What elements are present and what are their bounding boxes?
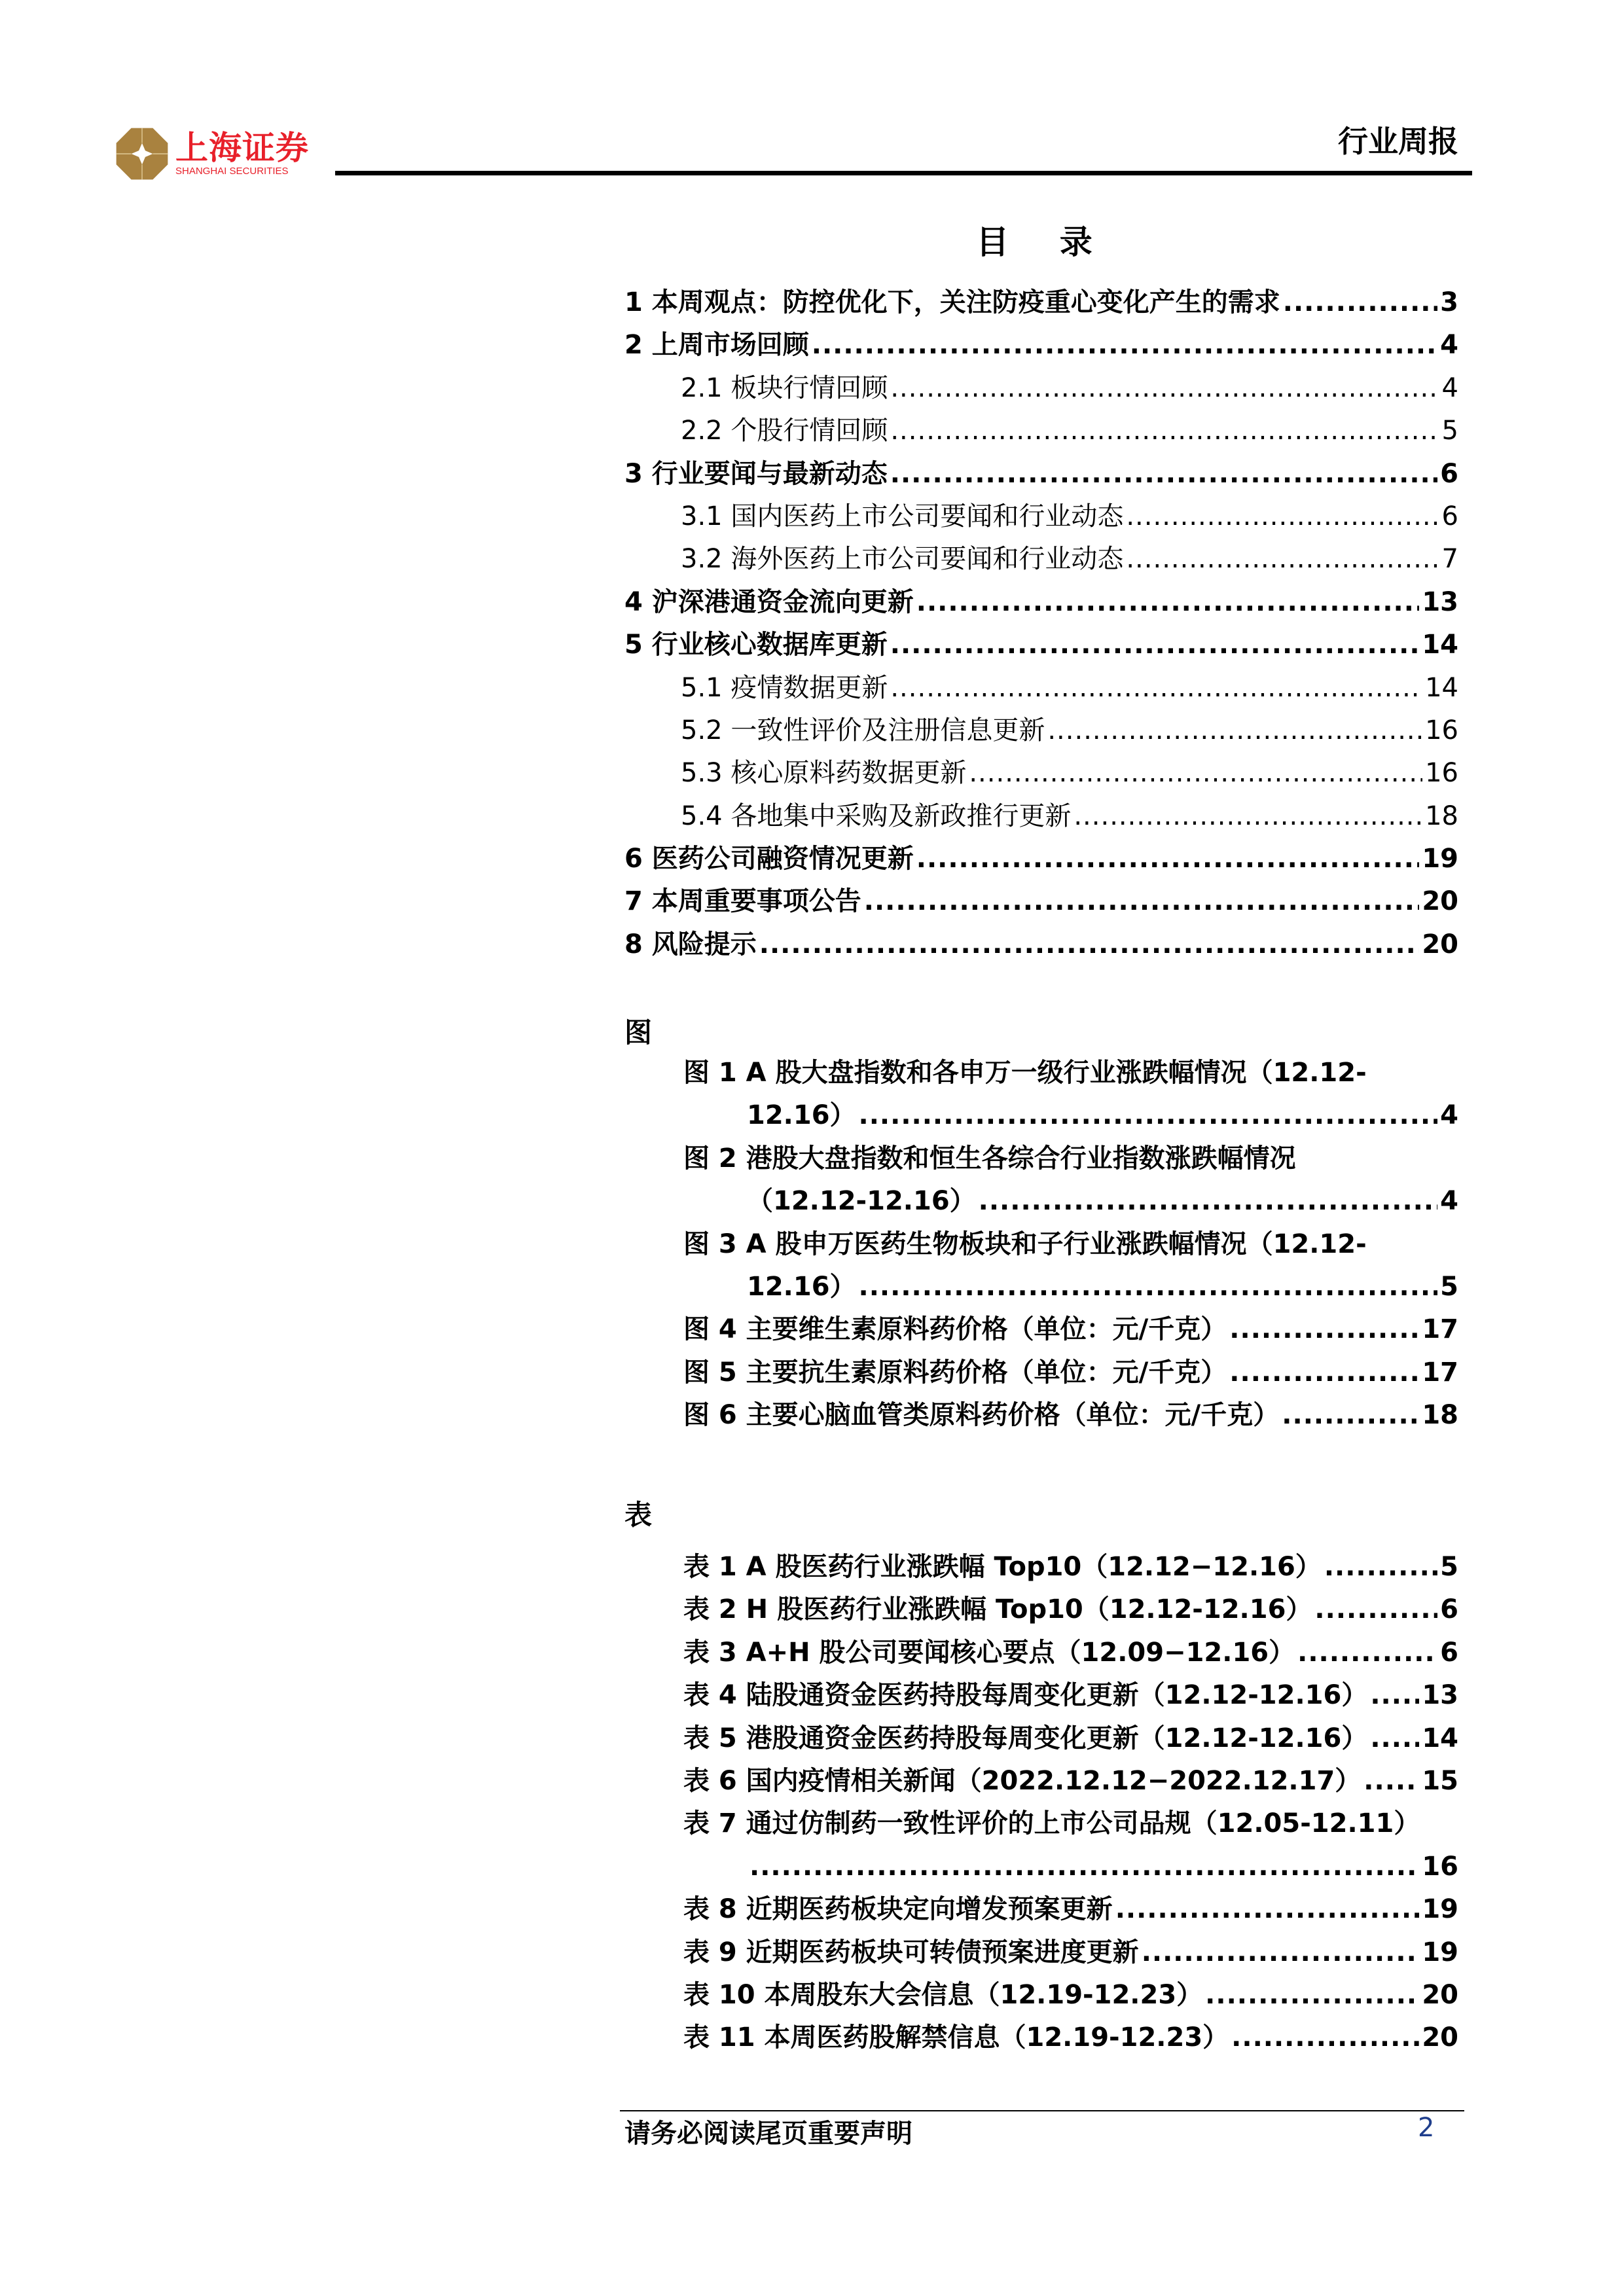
entry-label: 表 6 国内疫情相关新闻（2022.12.12−2022.12.17） <box>683 1765 1362 1796</box>
page-number: 2 <box>1418 2113 1435 2143</box>
entry-label: 表 4 陆股通资金医药持股每周变化更新（12.12-12.16） <box>683 1680 1368 1711</box>
entry-label: 表 5 港股通资金医药持股每周变化更新（12.12-12.16） <box>683 1723 1368 1753</box>
header-divider <box>335 171 1472 175</box>
entry-label: 12.16） <box>747 1271 856 1302</box>
footer-divider <box>620 2110 1464 2111</box>
figure-entry[interactable] <box>624 1052 1458 1094</box>
entry-page-number: 13 <box>1422 586 1458 617</box>
entry-label: （12.12-12.16） <box>747 1186 976 1217</box>
entry-page-number: 19 <box>1422 1894 1458 1925</box>
entry-label: 图 6 主要心脑血管类原料药价格（单位：元/千克） <box>683 1400 1280 1431</box>
dot-leader <box>1363 1760 1419 1803</box>
toc-entry[interactable] <box>624 795 1458 838</box>
entry-page-number: 18 <box>1422 1400 1458 1431</box>
entry-page-number: 5 <box>1440 1552 1458 1582</box>
entry-label: 8 风险提示 <box>624 929 757 960</box>
toc-entry[interactable] <box>624 838 1458 880</box>
entry-label: 3 行业要闻与最新动态 <box>624 458 888 489</box>
entry-page-number: 16 <box>1422 1851 1458 1882</box>
footer-disclaimer: 请务必阅读尾页重要声明 <box>624 2119 912 2149</box>
toc-list <box>624 281 1458 966</box>
figure-entry[interactable] <box>624 1394 1458 1437</box>
toc-entry[interactable] <box>624 495 1458 538</box>
entry-page-number: 4 <box>1440 1100 1458 1131</box>
tables-heading: 表 <box>624 1499 653 1531</box>
dot-leader <box>864 880 1420 923</box>
entry-label: 表 8 近期医药板块定向增发预案更新 <box>683 1894 1113 1925</box>
dot-leader <box>859 1266 1438 1308</box>
figure-entry-continued[interactable] <box>624 1094 1458 1137</box>
toc-entry[interactable] <box>624 324 1458 367</box>
dot-leader <box>1282 1394 1419 1437</box>
dot-leader <box>890 410 1439 452</box>
dot-leader <box>1297 1632 1437 1674</box>
dot-leader <box>1231 2017 1419 2059</box>
entry-page-number: 5 <box>1440 1271 1458 1302</box>
dot-leader <box>1126 538 1439 581</box>
dot-leader <box>1229 1352 1419 1394</box>
entry-label: 表 11 本周医药股解禁信息（12.19-12.23） <box>683 2022 1229 2053</box>
entry-page-number: 20 <box>1422 1979 1458 2010</box>
figure-entry[interactable] <box>624 1308 1458 1351</box>
entry-page-number: 4 <box>1440 330 1458 361</box>
entry-page-number: 6 <box>1440 1594 1458 1625</box>
entry-label: 表 10 本周股东大会信息（12.19-12.23） <box>683 1979 1203 2010</box>
toc-entry[interactable] <box>624 281 1458 324</box>
table-entry[interactable] <box>624 1760 1458 1803</box>
logo-name-en: SHANGHAI SECURITIES <box>175 166 289 177</box>
dot-leader <box>916 838 1420 880</box>
entry-page-number: 19 <box>1422 844 1458 874</box>
entry-page-number: 20 <box>1422 886 1458 917</box>
toc-entry[interactable] <box>624 880 1458 923</box>
table-entry-continued[interactable] <box>624 1846 1458 1888</box>
table-entry[interactable] <box>624 1931 1458 1974</box>
toc-entry[interactable] <box>624 453 1458 495</box>
dot-leader <box>1314 1588 1437 1631</box>
entry-label: 图 2 港股大盘指数和恒生各综合行业指数涨跌幅情况 <box>683 1143 1296 1174</box>
toc-title: 目 录 <box>976 223 1112 261</box>
tables-list <box>624 1546 1458 2060</box>
entry-page-number: 20 <box>1422 2022 1458 2053</box>
table-entry[interactable] <box>624 1888 1458 1931</box>
table-entry[interactable] <box>624 1674 1458 1717</box>
entry-label: 5 行业核心数据库更新 <box>624 630 888 660</box>
figures-list <box>624 1052 1458 1437</box>
entry-label: 3.1 国内医药上市公司要闻和行业动态 <box>681 501 1124 531</box>
entry-label: 5.1 疫情数据更新 <box>681 672 888 703</box>
toc-entry[interactable] <box>624 624 1458 666</box>
entry-label: 表 7 通过仿制药一致性评价的上市公司品规（12.05-12.11） <box>683 1808 1420 1839</box>
dot-leader <box>1283 281 1437 324</box>
entry-label: 表 9 近期医药板块可转债预案进度更新 <box>683 1937 1139 1967</box>
entry-label: 1 本周观点：防控优化下，关注防疫重心变化产生的需求 <box>624 287 1280 317</box>
dot-leader <box>1126 495 1439 538</box>
dot-leader <box>1370 1674 1419 1717</box>
logo-mark-icon <box>115 126 169 181</box>
entry-page-number: 4 <box>1441 372 1458 403</box>
entry-label: 表 2 H 股医药行业涨跌幅 Top10（12.12-12.16） <box>683 1594 1312 1625</box>
entry-page-number: 13 <box>1422 1680 1458 1711</box>
entry-page-number: 4 <box>1440 1186 1458 1217</box>
dot-leader <box>1047 709 1422 752</box>
entry-page-number: 16 <box>1425 715 1458 745</box>
figure-entry-continued[interactable] <box>624 1266 1458 1308</box>
entry-label: 2 上周市场回顾 <box>624 330 809 361</box>
entry-page-number: 14 <box>1422 630 1458 660</box>
dot-leader <box>979 1180 1438 1223</box>
table-entry[interactable] <box>624 1717 1458 1760</box>
table-entry[interactable] <box>624 1803 1458 1845</box>
toc-entry[interactable] <box>624 581 1458 624</box>
dot-leader <box>859 1094 1438 1137</box>
logo-name-cn: 上海证券 <box>175 129 309 167</box>
toc-entry[interactable] <box>624 709 1458 752</box>
entry-page-number: 5 <box>1441 416 1458 446</box>
toc-entry[interactable] <box>624 667 1458 709</box>
figure-entry[interactable] <box>624 1138 1458 1180</box>
entry-label: 2.1 板块行情回顾 <box>681 372 888 403</box>
entry-label: 图 1 A 股大盘指数和各申万一级行业涨跌幅情况（12.12- <box>683 1058 1367 1088</box>
entry-label: 图 3 A 股申万医药生物板块和子行业涨跌幅情况（12.12- <box>683 1229 1367 1259</box>
entry-page-number: 20 <box>1422 929 1458 960</box>
toc-entry[interactable] <box>624 924 1458 966</box>
entry-page-number: 7 <box>1441 544 1458 575</box>
dot-leader <box>890 667 1422 709</box>
entry-label: 12.16） <box>747 1100 856 1131</box>
report-type: 行业周报 <box>1338 124 1458 159</box>
entry-page-number: 14 <box>1422 1723 1458 1753</box>
toc-entry[interactable] <box>624 367 1458 410</box>
dot-leader <box>916 581 1420 624</box>
entry-label: 3.2 海外医药上市公司要闻和行业动态 <box>681 544 1124 575</box>
table-entry[interactable] <box>624 1974 1458 2017</box>
entry-page-number: 15 <box>1422 1765 1458 1796</box>
dot-leader <box>1115 1888 1420 1931</box>
figures-heading: 图 <box>624 1016 653 1049</box>
dot-leader <box>1370 1717 1419 1760</box>
dot-leader <box>1205 1974 1419 2017</box>
dot-leader <box>1229 1308 1419 1351</box>
entry-label: 5.2 一致性评价及注册信息更新 <box>681 715 1045 745</box>
entry-label: 5.3 核心原料药数据更新 <box>681 758 967 789</box>
entry-page-number: 6 <box>1440 1637 1458 1668</box>
dot-leader <box>1074 795 1422 838</box>
table-entry[interactable] <box>624 2017 1458 2059</box>
entry-page-number: 14 <box>1425 672 1458 703</box>
entry-page-number: 6 <box>1441 501 1458 531</box>
entry-page-number: 18 <box>1425 800 1458 831</box>
toc-entry[interactable] <box>624 410 1458 452</box>
toc-entry[interactable] <box>624 752 1458 795</box>
entry-label: 图 5 主要抗生素原料药价格（单位：元/千克） <box>683 1357 1227 1388</box>
entry-label: 7 本周重要事项公告 <box>624 886 861 917</box>
dot-leader <box>890 367 1439 410</box>
entry-page-number: 6 <box>1440 458 1458 489</box>
dot-leader <box>812 324 1437 367</box>
dot-leader <box>1324 1546 1437 1588</box>
entry-label: 6 医药公司融资情况更新 <box>624 844 914 874</box>
entry-page-number: 17 <box>1422 1314 1458 1345</box>
entry-page-number: 16 <box>1425 758 1458 789</box>
dot-leader <box>759 924 1420 966</box>
entry-page-number: 17 <box>1422 1357 1458 1388</box>
entry-label: 5.4 各地集中采购及新政推行更新 <box>681 800 1072 831</box>
dot-leader <box>890 453 1437 495</box>
table-entry[interactable] <box>624 1546 1458 1588</box>
figure-entry[interactable] <box>624 1223 1458 1266</box>
dot-leader <box>1142 1931 1420 1974</box>
table-entry[interactable] <box>624 1588 1458 1631</box>
entry-label: 表 1 A 股医药行业涨跌幅 Top10（12.12−12.16） <box>683 1552 1322 1582</box>
dot-leader <box>749 1846 1419 1888</box>
entry-label: 表 3 A+H 股公司要闻核心要点（12.09−12.16） <box>683 1637 1295 1668</box>
entry-label: 2.2 个股行情回顾 <box>681 416 888 446</box>
figure-entry-continued[interactable] <box>624 1180 1458 1223</box>
dot-leader <box>890 624 1420 666</box>
entry-page-number: 3 <box>1440 287 1458 317</box>
entry-label: 图 4 主要维生素原料药价格（单位：元/千克） <box>683 1314 1227 1345</box>
toc-entry[interactable] <box>624 538 1458 581</box>
dot-leader <box>969 752 1422 795</box>
figure-entry[interactable] <box>624 1352 1458 1394</box>
table-entry[interactable] <box>624 1632 1458 1674</box>
entry-page-number: 19 <box>1422 1937 1458 1967</box>
company-logo <box>115 124 312 183</box>
entry-label: 4 沪深港通资金流向更新 <box>624 586 914 617</box>
